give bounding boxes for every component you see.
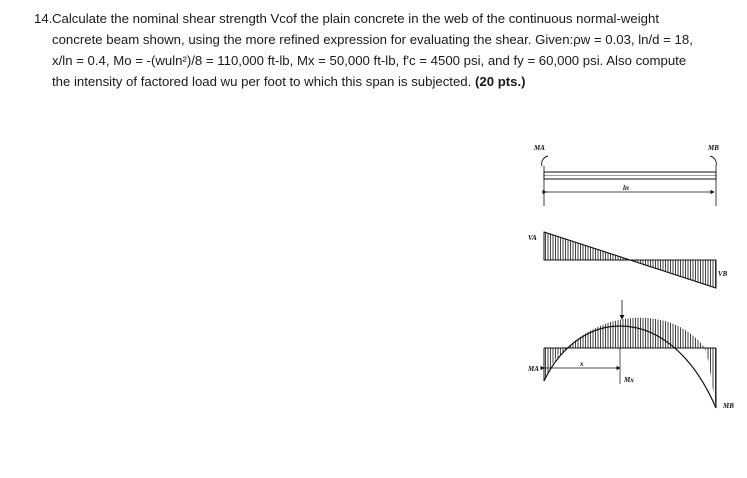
- beam-figure: [520, 136, 745, 426]
- moment-b-top-label: MB: [708, 144, 719, 152]
- moment-a-bottom-label: MA: [528, 365, 539, 373]
- moment-negative-right-region: [705, 348, 716, 408]
- question-block: [34, 8, 694, 92]
- question-points: (20 pts.): [474, 74, 526, 89]
- shear-diagram: [528, 232, 728, 288]
- shear-b-label: VB: [718, 270, 728, 278]
- moment-a-top-label: MA: [534, 144, 545, 152]
- moment-diagram: [527, 300, 734, 410]
- beam-diagrams-svg: [520, 136, 745, 426]
- moment-a-arc-icon: [542, 156, 548, 166]
- mx-label: Mx: [624, 376, 634, 384]
- span-label: ln: [623, 184, 629, 192]
- moment-b-arc-icon: [710, 156, 716, 166]
- question-number: 14.: [34, 11, 53, 26]
- question-text: Calculate the nominal shear strength Vcof the plain concrete in the web of the continuous normal-weight concrete beam shown, using the more refined expression for evaluating the shear. Given:ρw = 0.03, ln/d = 18, x/ln = 0.4, Mo = -(wuln²)/8 = 110,000 ft-lb, Mx = 50,000 ft-lb, f'c = 4500 psi, and fy = 60,000 psi. Also compute the intensity of factored load wu per foot to which this span is subjected.: [52, 11, 693, 89]
- shear-a-label: VA: [528, 234, 537, 242]
- question-text-container: [52, 8, 694, 92]
- moment-positive-region: [544, 318, 705, 381]
- x-dimension-label: x: [580, 360, 584, 368]
- moment-b-bottom-label: MB: [723, 402, 734, 410]
- beam-diagram: [533, 144, 719, 206]
